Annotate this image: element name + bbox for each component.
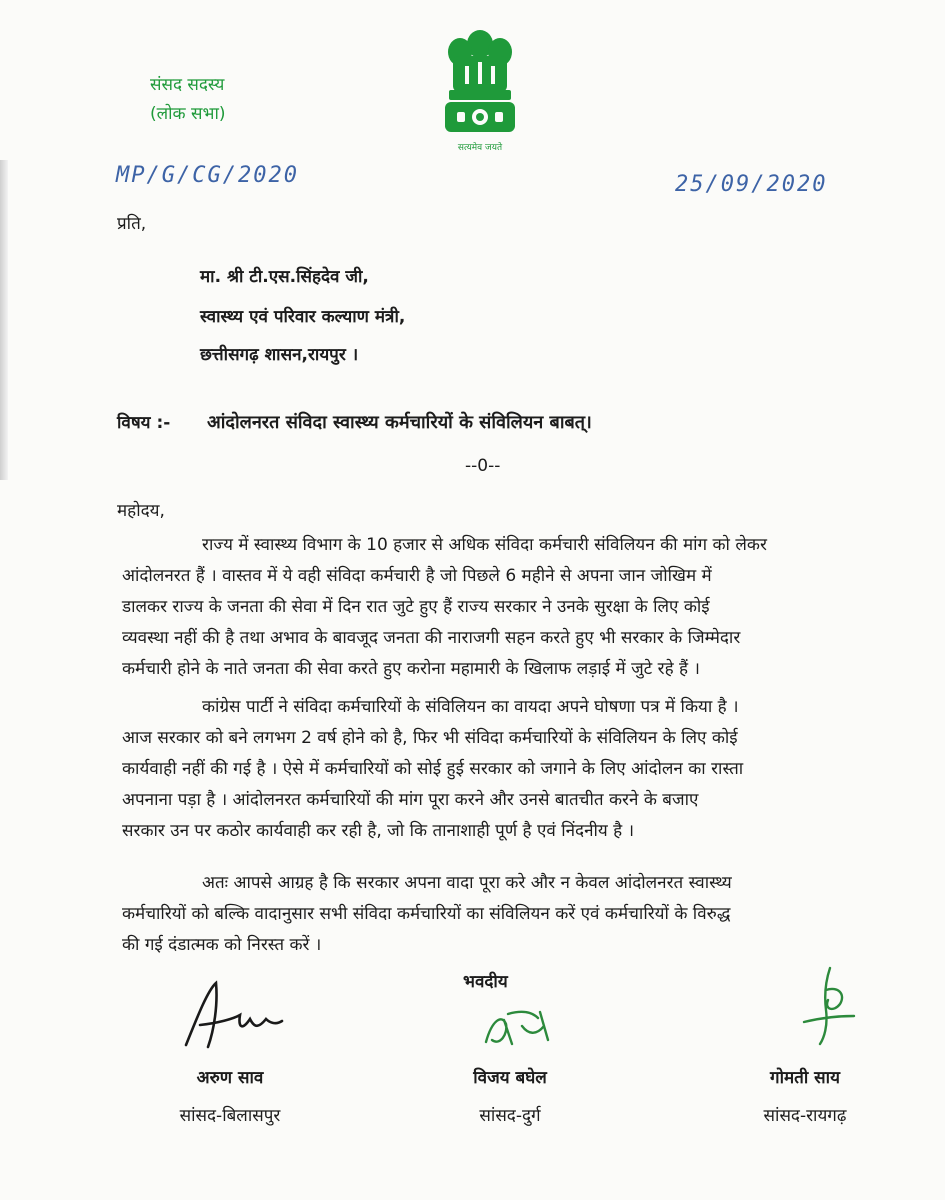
paragraph-line: सरकार उन पर कठोर कार्यवाही कर रही है, जो कि तानाशाही पूर्ण है एवं निंदनीय है ।	[122, 821, 635, 841]
signatory-name-3: गोमती साय	[770, 1068, 840, 1088]
signatory-name-2: विजय बघेल	[473, 1068, 547, 1088]
paragraph-3	[122, 868, 882, 961]
signatory-post-1: सांसद-बिलासपुर	[179, 1106, 281, 1126]
paragraph-1	[122, 530, 882, 685]
national-emblem-icon	[435, 22, 525, 162]
letter-date: 25/09/2020	[675, 172, 828, 197]
paragraph-line: डालकर राज्य के जनता की सेवा में दिन रात जुटे हुए हैं राज्य सरकार ने उनके सुरक्षा के लिए कोई	[122, 597, 710, 617]
reference-number: MP/G/CG/2020	[116, 163, 299, 188]
paragraph-line: कांग्रेस पार्टी ने संविदा कर्मचारियों के संविलियन का वायदा अपने घोषणा पत्र में किया है ।	[202, 697, 739, 717]
paragraph-line: कर्मचारी होने के नाते जनता की सेवा करते हुए करोना महामारी के खिलाफ लड़ाई में जुटे रहे हैं ।	[122, 659, 700, 679]
signatory-name-1: अरुण साव	[196, 1068, 264, 1088]
paragraph-line: की गई दंडात्मक को निरस्त करें ।	[122, 935, 322, 955]
closing: भवदीय	[463, 972, 508, 992]
subject-label: विषय :-	[117, 413, 171, 433]
paragraph-line: व्यवस्था नहीं की है तथा अभाव के बावजूद जनता की नाराजगी सहन करते हुए भी सरकार के जिम्मेदार	[122, 628, 741, 648]
signature-vijay-baghel	[478, 1000, 558, 1060]
addressee-office: छत्तीसगढ़ शासन,रायपुर ।	[200, 345, 359, 365]
paragraph-line: कर्मचारियों को बल्कि वादानुसार सभी संविदा कर्मचारियों का संविलियन करें एवं कर्मचारियों के विरुद्ध	[122, 904, 731, 924]
paragraph-line: अतः आपसे आग्रह है कि सरकार अपना वादा पूरा करे और न केवल आंदोलनरत स्वास्थ्य	[202, 873, 732, 893]
divider: --0--	[465, 456, 501, 476]
paragraph-line: कार्यवाही नहीं की गई है । ऐसे में कर्मचारियों को सोई हुई सरकार को जगाने के लिए आंदोलन का रास्ता	[122, 759, 744, 779]
signatory-post-3: सांसद-रायगढ़	[763, 1106, 847, 1126]
paragraph-line: अपनाना पड़ा है । आंदोलनरत कर्मचारियों की मांग पूरा करने और उनसे बातचीत करने के बजाए	[122, 790, 699, 810]
signatory-post-2: सांसद-दुर्ग	[479, 1106, 541, 1126]
paragraph-2	[122, 692, 882, 847]
letterhead-house: (लोक सभा)	[150, 104, 226, 124]
paragraph-line: आंदोलनरत हैं । वास्तव में ये वही संविदा कर्मचारी है जो पिछले 6 महीने से अपना जान जोखिम में	[122, 566, 712, 586]
signature-gomati-sai	[780, 960, 870, 1050]
subject-text: आंदोलनरत संविदा स्वास्थ्य कर्मचारियों के संविलियन बाबत्।	[207, 412, 592, 433]
signature-arun-sao	[178, 975, 298, 1065]
paragraph-line: राज्य में स्वास्थ्य विभाग के 10 हजार से अधिक संविदा कर्मचारी संविलियन की मांग को लेकर	[202, 535, 767, 555]
paragraph-line: आज सरकार को बने लगभग 2 वर्ष होने को है, फिर भी संविदा कर्मचारियों के संविलियन के लिए कोई	[122, 728, 738, 748]
addressee-name: मा. श्री टी.एस.सिंहदेव जी,	[200, 267, 369, 287]
greeting: महोदय,	[117, 501, 165, 521]
page-edge-shadow	[0, 160, 8, 480]
addressee-designation: स्वास्थ्य एवं परिवार कल्याण मंत्री,	[200, 307, 406, 327]
to-label: प्रति,	[117, 214, 147, 234]
emblem-motto: सत्यमेव जयते	[457, 143, 503, 153]
letterhead-title: संसद सदस्य	[150, 75, 225, 95]
